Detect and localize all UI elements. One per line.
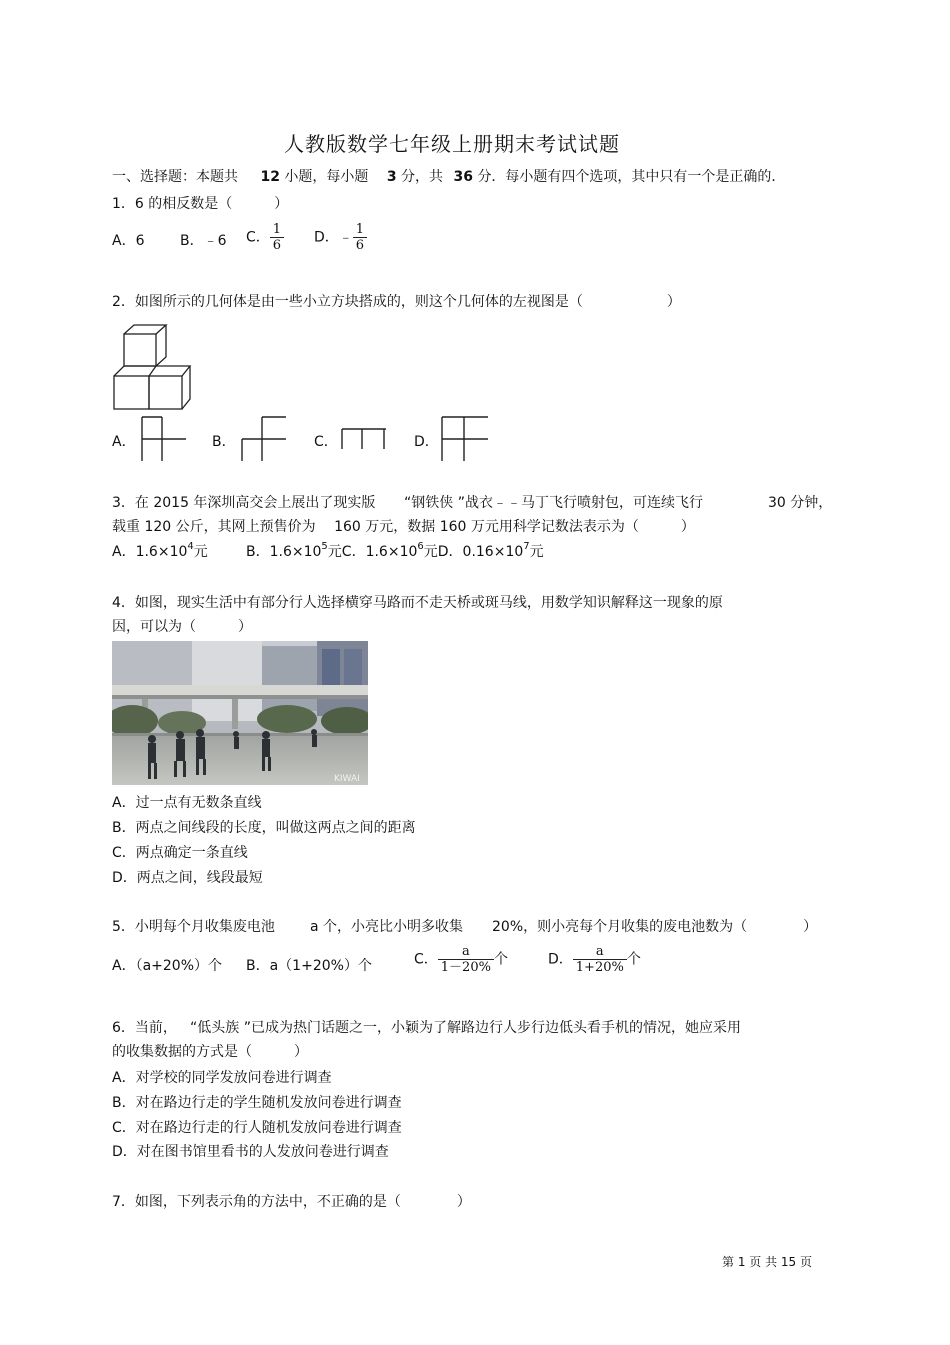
q5-stem-b: a 个，小亮比小明多收集 xyxy=(310,919,464,935)
q1-option-a: A．6 xyxy=(112,233,145,249)
q1-option-d-label: D．﹣ xyxy=(314,229,353,246)
q3-option-a-unit: 元 xyxy=(193,544,208,560)
q2-option-d: D． xyxy=(414,434,439,450)
q1-option-c-fraction xyxy=(270,222,284,253)
q6-line2: 的收集数据的方式是（ ） xyxy=(112,1044,308,1060)
section-mid1: 小题，每小题 xyxy=(284,169,369,185)
q7-stem: 7．如图，下列表示角的方法中，不正确的是（ ） xyxy=(112,1194,471,1210)
q4-option-c: C．两点确定一条直线 xyxy=(112,845,248,861)
q3-option-d-unit: 元 xyxy=(529,544,544,560)
q5-option-d-unit: 个 xyxy=(626,951,641,968)
q1-option-c xyxy=(246,222,284,253)
page-title: 人教版数学七年级上册期末考试试题 xyxy=(284,132,620,156)
q2-option-a-view xyxy=(138,415,190,463)
q6-option-a: A．对学校的同学发放问卷进行调查 xyxy=(112,1070,332,1086)
q3-line2: 载重 120 公斤，其网上预售价为 160 万元，数据 160 万元用科学记数法表示为（ ） xyxy=(112,519,695,535)
section-suffix: 分．每小题有四个选项，其中只有一个是正确的． xyxy=(477,169,786,185)
q2-option-b-view xyxy=(238,415,290,463)
q3-option-c-text: 元C．1.6×10 xyxy=(327,544,418,560)
section-question-count: 12 xyxy=(260,169,280,185)
q2-option-a: A． xyxy=(112,434,136,450)
q1-option-c-label: C． xyxy=(246,229,270,246)
section-points-total: 36 xyxy=(453,169,473,185)
q3-option-b-text: B．1.6×10 xyxy=(246,544,322,560)
q2-option-d-view xyxy=(438,415,492,463)
fraction-denominator: 1+20% xyxy=(575,960,624,975)
q3-line1c: 30 分钟， xyxy=(768,495,833,511)
q6-option-c: C．对在路边行走的行人随机发放问卷进行调查 xyxy=(112,1120,402,1136)
fraction-numerator: a xyxy=(438,944,494,960)
q5-stem-c: 20%，则小亮每个月收集的废电池数为（ ） xyxy=(492,919,818,935)
q1-stem: 1．6 的相反数是（ ） xyxy=(112,196,289,212)
q5-option-d xyxy=(548,944,641,975)
q4-option-d: D．两点之间，线段最短 xyxy=(112,870,263,886)
q3-option-d-exponent: 7 xyxy=(523,541,530,552)
q3-line1a: 3．在 2015 年深圳高交会上展出了现实版 xyxy=(112,495,376,511)
q3-option-a-exponent: 4 xyxy=(187,541,194,552)
q1-option-d-fraction xyxy=(353,222,367,253)
q5-option-d-label: D． xyxy=(548,951,573,968)
q4-line2: 因，可以为（ ） xyxy=(112,619,252,635)
q2-option-b: B． xyxy=(212,434,236,450)
q1-option-d xyxy=(314,222,367,253)
section-points-each: 3 xyxy=(386,169,397,185)
fraction-numerator: 1 xyxy=(353,222,367,238)
section-header xyxy=(112,168,785,186)
q5-stem-a: 5．小明每个月收集废电池 xyxy=(112,919,275,935)
q3-option-c-exponent: 6 xyxy=(417,541,424,552)
q5-option-a: A．（a+20%）个 xyxy=(112,958,223,974)
q5-option-d-fraction xyxy=(573,944,627,975)
q2-cube-figure xyxy=(110,320,194,414)
q5-option-c-unit: 个 xyxy=(493,951,508,968)
photo-watermark: KIWAI xyxy=(334,774,360,784)
q5-option-c-fraction xyxy=(438,944,494,975)
fraction-numerator: 1 xyxy=(270,222,284,238)
fraction-denominator: 1－20% xyxy=(440,960,491,975)
section-prefix: 一、选择题：本题共 xyxy=(112,169,238,185)
q3-options-bcd xyxy=(246,543,544,561)
q3-option-a-text: A．1.6×10 xyxy=(112,544,188,560)
q5-option-c-label: C． xyxy=(414,951,438,968)
street-crossing-image xyxy=(112,641,368,785)
section-mid2: 分，共 xyxy=(401,169,444,185)
q6-line1b: “低头族 ”已成为热门话题之一，小颖为了解路边行人步行边低头看手机的情况，她应采用 xyxy=(190,1020,741,1036)
q6-line1a: 6．当前， xyxy=(112,1020,177,1036)
q2-option-c: C． xyxy=(314,434,338,450)
q6-option-d: D．对在图书馆里看书的人发放问卷进行调查 xyxy=(112,1144,389,1160)
q4-street-photo xyxy=(112,641,368,785)
q3-line1b: “钢铁侠 ”战衣﹣﹣马丁飞行喷射包，可连续飞行 xyxy=(404,495,703,511)
q4-option-b: B．两点之间线段的长度，叫做这两点之间的距离 xyxy=(112,820,416,836)
q5-option-c xyxy=(414,944,508,975)
q6-option-b: B．对在路边行走的学生随机发放问卷进行调查 xyxy=(112,1095,402,1111)
q3-option-a xyxy=(112,543,208,561)
q2-option-c-view xyxy=(338,425,390,453)
q4-line1: 4．如图，现实生活中有部分行人选择横穿马路而不走天桥或斑马线，用数学知识解释这一现象的原 xyxy=(112,595,723,611)
fraction-denominator: 6 xyxy=(272,238,282,253)
fraction-denominator: 6 xyxy=(355,238,365,253)
q2-stem: 2．如图所示的几何体是由一些小立方块搭成的，则这个几何体的左视图是（ ） xyxy=(112,294,681,310)
q3-option-d-text: 元D．0.16×10 xyxy=(423,544,524,560)
q3-option-b-exponent: 5 xyxy=(321,541,328,552)
q1-option-b: B．﹣6 xyxy=(180,233,227,249)
fraction-numerator: a xyxy=(573,944,627,960)
q5-option-b: B．a（1+20%）个 xyxy=(246,958,372,974)
q4-option-a: A．过一点有无数条直线 xyxy=(112,795,262,811)
page-footer: 第 1 页 共 15 页 xyxy=(722,1255,812,1269)
